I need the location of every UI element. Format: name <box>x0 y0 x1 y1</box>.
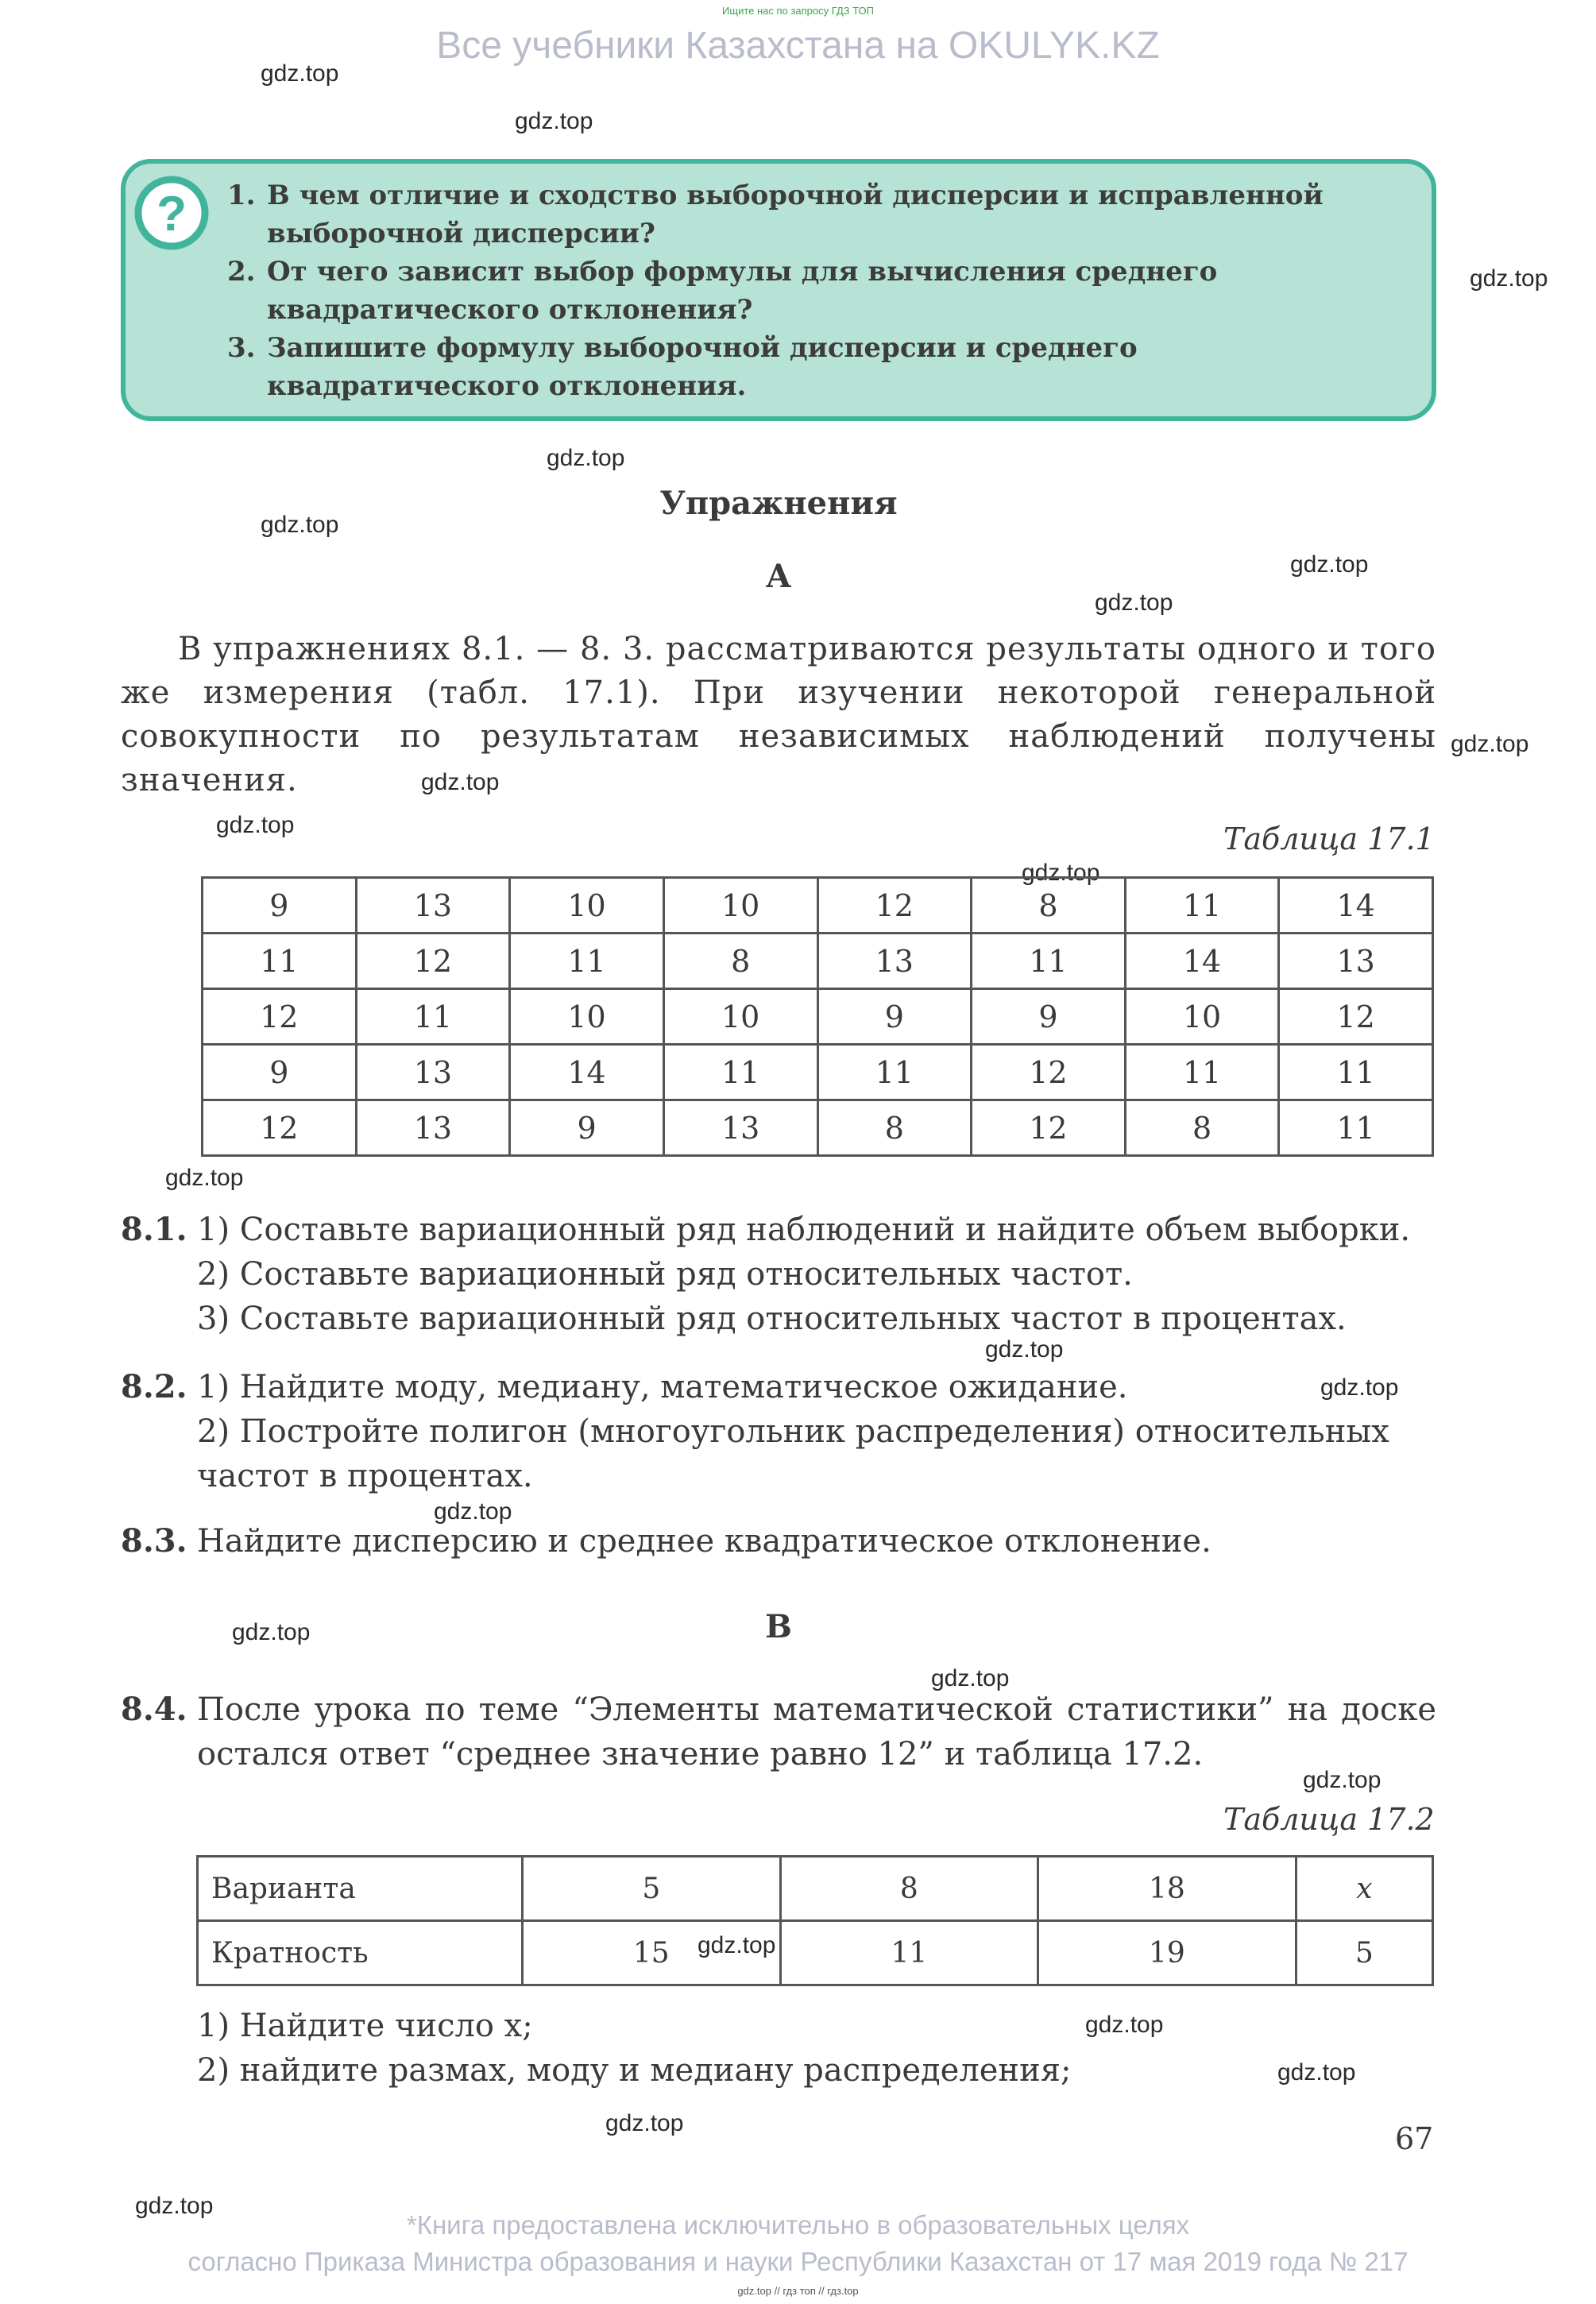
watermark: gdz.top <box>985 1336 1064 1363</box>
table-cell: 10 <box>510 878 664 934</box>
question-mark-icon <box>133 175 210 251</box>
table-cell: 9 <box>510 1100 664 1156</box>
task-8-3 <box>121 1519 1436 1564</box>
table-cell: 10 <box>1125 989 1279 1045</box>
table-cell: 12 <box>972 1045 1126 1100</box>
watermark: gdz.top <box>1290 551 1369 578</box>
table-cell: 11 <box>1125 1045 1279 1100</box>
table-cell: 11 <box>356 989 510 1045</box>
table-row <box>203 989 1433 1045</box>
task-line: 2) Постройте полигон (многоугольник распределения) относительных частот в процентах. <box>197 1413 1389 1494</box>
table-cell: 14 <box>1279 878 1433 934</box>
page-number: 67 <box>1395 2121 1434 2156</box>
task-line: 1) Составьте вариационный ряд наблюдений и найдите объем выборки. <box>197 1212 1411 1248</box>
watermark: gdz.top <box>1022 860 1100 886</box>
task-line: 3) Составьте вариационный ряд относительных частот в процентах. <box>197 1301 1347 1337</box>
table-cell: Варианта <box>198 1857 523 1921</box>
table-cell: 12 <box>972 1100 1126 1156</box>
question-number: 2. <box>227 256 256 288</box>
watermark: gdz.top <box>135 2193 214 2219</box>
watermark: gdz.top <box>1277 2059 1356 2086</box>
task-8-2 <box>121 1365 1436 1498</box>
table-cell: 10 <box>663 878 817 934</box>
table-cell: 12 <box>203 1100 357 1156</box>
task-number: 8.4. <box>121 1691 187 1728</box>
table-cell: 11 <box>663 1045 817 1100</box>
footer-line-2: согласно Приказа Министра образования и науки Республики Казахстан от 17 мая 2019 года № 217 <box>187 2247 1409 2276</box>
watermark: gdz.top <box>261 512 339 538</box>
task-line: 2) Составьте вариационный ряд относительных частот. <box>197 1256 1133 1293</box>
table-cell: 13 <box>356 878 510 934</box>
table-cell: 13 <box>1279 934 1433 989</box>
question-item <box>227 329 1419 405</box>
table-cell: 13 <box>663 1100 817 1156</box>
watermark: gdz.top <box>1303 1767 1382 1793</box>
table-cell: 11 <box>972 934 1126 989</box>
table-cell: 11 <box>510 934 664 989</box>
question-number: 1. <box>227 180 256 211</box>
table-cell: 14 <box>510 1045 664 1100</box>
table-row <box>198 1921 1433 1985</box>
table-cell: 11 <box>1279 1100 1433 1156</box>
table-row <box>203 878 1433 934</box>
table-cell: 14 <box>1125 934 1279 989</box>
watermark: gdz.top <box>434 1498 512 1525</box>
table-cell: 9 <box>203 1045 357 1100</box>
table-17-2-caption: Таблица 17.2 <box>1223 1802 1435 1837</box>
table-cell: 12 <box>356 934 510 989</box>
watermark: gdz.top <box>1085 2012 1164 2038</box>
table-cell: 19 <box>1038 1921 1297 1985</box>
table-17-1-caption: Таблица 17.1 <box>1223 821 1435 856</box>
question-text: Запишите формулу выборочной дисперсии и среднего квадратического отклонения. <box>267 332 1138 402</box>
footer-tiny: gdz.top // гдз топ // гдз.top <box>737 2285 859 2297</box>
table-cell: 13 <box>356 1045 510 1100</box>
table-cell: 8 <box>1125 1100 1279 1156</box>
table-cell: Кратность <box>198 1921 523 1985</box>
table-17-1 <box>201 876 1434 1157</box>
watermark: gdz.top <box>216 812 295 838</box>
section-b-heading: B <box>765 1608 792 1645</box>
table-cell: 8 <box>663 934 817 989</box>
table-cell: 13 <box>356 1100 510 1156</box>
table-cell: 5 <box>523 1857 781 1921</box>
table-cell: 9 <box>203 878 357 934</box>
svg-text:?: ? <box>157 187 187 242</box>
subtask-line: 1) Найдите число x; <box>197 2008 533 2044</box>
table-cell: 9 <box>817 989 972 1045</box>
table-row <box>203 934 1433 989</box>
watermark: gdz.top <box>931 1665 1010 1691</box>
table-cell: 8 <box>817 1100 972 1156</box>
table-cell: 8 <box>780 1857 1038 1921</box>
task-line: 1) Найдите моду, медиану, математическое ожидание. <box>197 1369 1128 1405</box>
table-cell: 11 <box>780 1921 1038 1985</box>
table-row <box>198 1857 1433 1921</box>
section-a-heading: А <box>765 558 792 595</box>
header-tagline: Ищите нас по запросу ГДЗ ТОП <box>722 5 874 17</box>
task-8-1 <box>121 1208 1436 1341</box>
task-number: 8.3. <box>121 1522 187 1560</box>
table-cell: 5 <box>1296 1921 1432 1985</box>
question-item <box>227 253 1419 329</box>
task-line: После урока по теме “Элементы математической статистики” на доске остался ответ “среднее значение равно 12” и таблица 17.2. <box>197 1691 1436 1772</box>
watermark: gdz.top <box>1451 731 1529 757</box>
site-banner[interactable]: Все учебники Казахстана на OKULYK.KZ <box>436 25 1160 67</box>
table-row <box>203 1100 1433 1156</box>
table-cell: 13 <box>817 934 972 989</box>
task-8-4-subtasks <box>121 2004 1436 2093</box>
watermark: gdz.top <box>515 108 593 134</box>
table-cell: 11 <box>1125 878 1279 934</box>
table-row <box>203 1045 1433 1100</box>
table-cell: x <box>1296 1857 1432 1921</box>
table-cell: 15 <box>523 1921 781 1985</box>
watermark: gdz.top <box>547 445 625 471</box>
table-cell: 10 <box>510 989 664 1045</box>
watermark: gdz.top <box>421 769 500 795</box>
task-line: Найдите дисперсию и среднее квадратическое отклонение. <box>197 1523 1211 1560</box>
task-number: 8.1. <box>121 1211 187 1248</box>
watermark: gdz.top <box>261 60 339 87</box>
task-number: 8.2. <box>121 1368 187 1405</box>
table-cell: 10 <box>663 989 817 1045</box>
table-cell: 12 <box>203 989 357 1045</box>
task-8-4 <box>121 1687 1436 1776</box>
table-cell: 11 <box>817 1045 972 1100</box>
question-number: 3. <box>227 332 256 364</box>
table-cell: 8 <box>972 878 1126 934</box>
table-cell: 12 <box>817 878 972 934</box>
table-cell: 12 <box>1279 989 1433 1045</box>
question-item <box>227 176 1419 253</box>
watermark: gdz.top <box>165 1165 244 1191</box>
table-cell: 11 <box>203 934 357 989</box>
watermark: gdz.top <box>232 1619 311 1645</box>
exercises-intro: В упражнениях 8.1. — 8. 3. рассматриваются результаты одного и того же измерения (табл. 17.1). При изучении некоторой генеральной совокупности по результатам независимых наблюдений получены значения. <box>121 631 1436 798</box>
question-text: От чего зависит выбор формулы для вычисления среднего квадратического отклонения? <box>267 256 1218 326</box>
footer-line-1: *Книга предоставлена исключительно в образовательных целях <box>406 2210 1190 2240</box>
watermark: gdz.top <box>605 2110 684 2136</box>
table-cell: 18 <box>1038 1857 1297 1921</box>
questions-list <box>227 176 1419 405</box>
table-cell: 9 <box>972 989 1126 1045</box>
watermark: gdz.top <box>1320 1374 1399 1401</box>
exercises-heading: Упражнения <box>659 485 898 522</box>
watermark: gdz.top <box>698 1932 776 1958</box>
question-text: В чем отличие и сходство выборочной дисперсии и исправленной выборочной дисперсии? <box>267 180 1324 249</box>
subtask-line: 2) найдите размах, моду и медиану распределения; <box>197 2052 1072 2089</box>
table-17-2 <box>196 1855 1434 1986</box>
table-cell: 11 <box>1279 1045 1433 1100</box>
watermark: gdz.top <box>1470 265 1548 292</box>
watermark: gdz.top <box>1095 590 1173 616</box>
